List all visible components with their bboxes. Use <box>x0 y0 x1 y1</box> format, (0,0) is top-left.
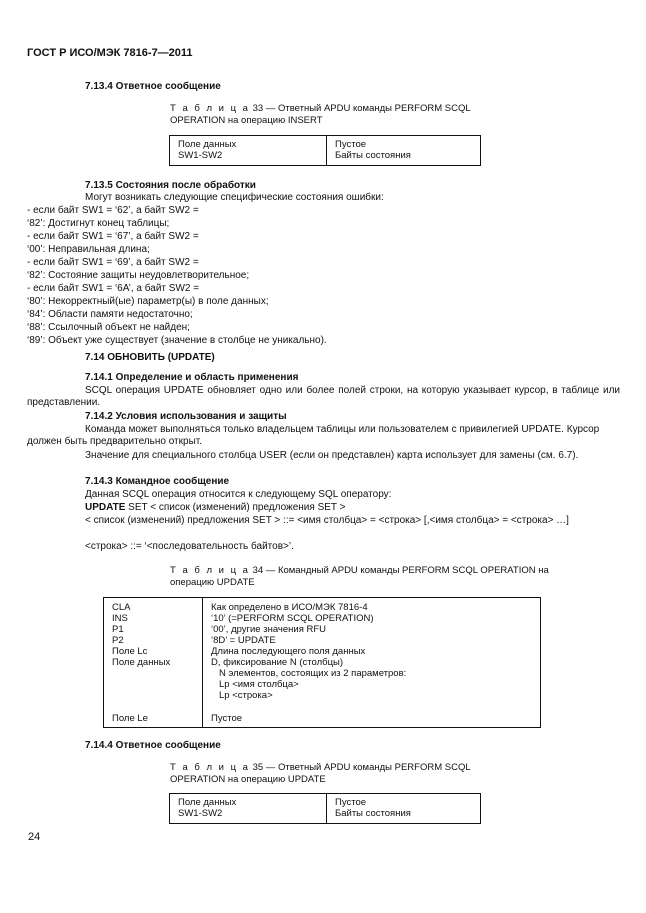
table-34-left: CLA INS P1 P2 Поле Lc Поле данных <box>104 598 203 712</box>
table-34-le-label: Поле Le <box>104 711 203 728</box>
table-34-right: Как определено в ИСО/МЭК 7816-4 ‘10’ (=PERFORM SCQL OPERATION) ‘00’, другие значения RFU ‘8D’ = UPDATE Длина последующего поля данных D, фиксирование N (столбцы) N элементов, состоящих из 2 параметров: Lp <имя столбца> Lp <строка> <box>203 598 541 712</box>
sql-statement: UPDATE SET < список (изменений) предложения SET > <box>85 502 346 513</box>
table-35 <box>169 793 481 824</box>
table-35-cell: Пустое Байты состояния <box>327 794 481 822</box>
sql-grammar: < список (изменений) предложения SET > ::= <имя столбца> = <строка> [,<имя столбца> = <строка> …] <box>85 515 569 526</box>
section-7-14-3-title: 7.14.3 Командное сообщение <box>85 476 230 487</box>
section-7-14-2-text: Значение для специального столбца USER (если он представлен) карта использует для замены (см. 6.7). <box>85 450 579 461</box>
section-7-14-3-text: Данная SCQL операция относится к следующему SQL оператору: <box>85 489 392 500</box>
status-line: ‘82’: Состояние защиты неудовлетворительное; <box>27 270 250 281</box>
table-34-le-value: Пустое <box>203 711 541 728</box>
status-line: ‘88’: Ссылочный объект не найден; <box>27 322 190 333</box>
table-35-cell: Поле данных SW1-SW2 <box>170 794 327 822</box>
section-7-14-2-text: Команда может выполняться только владельцем таблицы или пользователем с привилегией UPDATE. Курсор должен быть предварительно открыт. <box>27 424 600 447</box>
table-33-caption: Т а б л и ц а 33 — Ответный APDU команды PERFORM SCQL OPERATION на операцию INSERT <box>170 103 471 126</box>
status-line: - если байт SW1 = ‘67’, а байт SW2 = <box>27 231 199 242</box>
sql-grammar: <строка> ::= ‘<последовательность байтов>’. <box>85 541 294 552</box>
status-line: ‘82’: Достигнут конец таблицы; <box>27 218 170 229</box>
status-line: Могут возникать следующие специфические состояния ошибки: <box>85 192 384 203</box>
status-line: - если байт SW1 = ‘69’, а байт SW2 = <box>27 257 199 268</box>
table-33-cell: Пустое Байты состояния <box>327 136 481 164</box>
section-7-14-title: 7.14 ОБНОВИТЬ (UPDATE) <box>85 352 215 363</box>
document-header: ГОСТ Р ИСО/МЭК 7816-7—2011 <box>27 47 193 59</box>
section-7-14-1-title: 7.14.1 Определение и область применения <box>85 372 299 383</box>
section-7-14-1-text: SCQL операция UPDATE обновляет одно или более полей строки, на которую указывает курсор, в таблице или представлении. <box>27 385 620 408</box>
status-line: - если байт SW1 = ‘62’, а байт SW2 = <box>27 205 199 216</box>
section-7-13-5-title: 7.13.5 Состояния после обработки <box>85 180 256 191</box>
page-number: 24 <box>28 831 41 843</box>
table-35-caption: Т а б л и ц а 35 — Ответный APDU команды PERFORM SCQL OPERATION на операцию UPDATE <box>170 762 471 785</box>
status-line: - если байт SW1 = ‘6A’, а байт SW2 = <box>27 283 200 294</box>
status-line: ‘89’: Объект уже существует (значение в столбце не уникально). <box>27 335 327 346</box>
status-line: ‘00’: Неправильная длина; <box>27 244 150 255</box>
section-7-14-4-title: 7.14.4 Ответное сообщение <box>85 740 221 751</box>
status-line: ‘84’: Области памяти недостаточно; <box>27 309 193 320</box>
table-34 <box>103 597 541 728</box>
table-33-cell: Поле данных SW1-SW2 <box>170 136 327 164</box>
section-7-14-2-title: 7.14.2 Условия использования и защиты <box>85 411 287 422</box>
table-33 <box>169 135 481 166</box>
status-line: ‘80’: Некорректный(ые) параметр(ы) в поле данных; <box>27 296 269 307</box>
table-34-caption: Т а б л и ц а 34 — Командный APDU команды PERFORM SCQL OPERATION на операцию UPDATE <box>170 565 549 588</box>
section-7-13-4-title: 7.13.4 Ответное сообщение <box>85 81 221 92</box>
